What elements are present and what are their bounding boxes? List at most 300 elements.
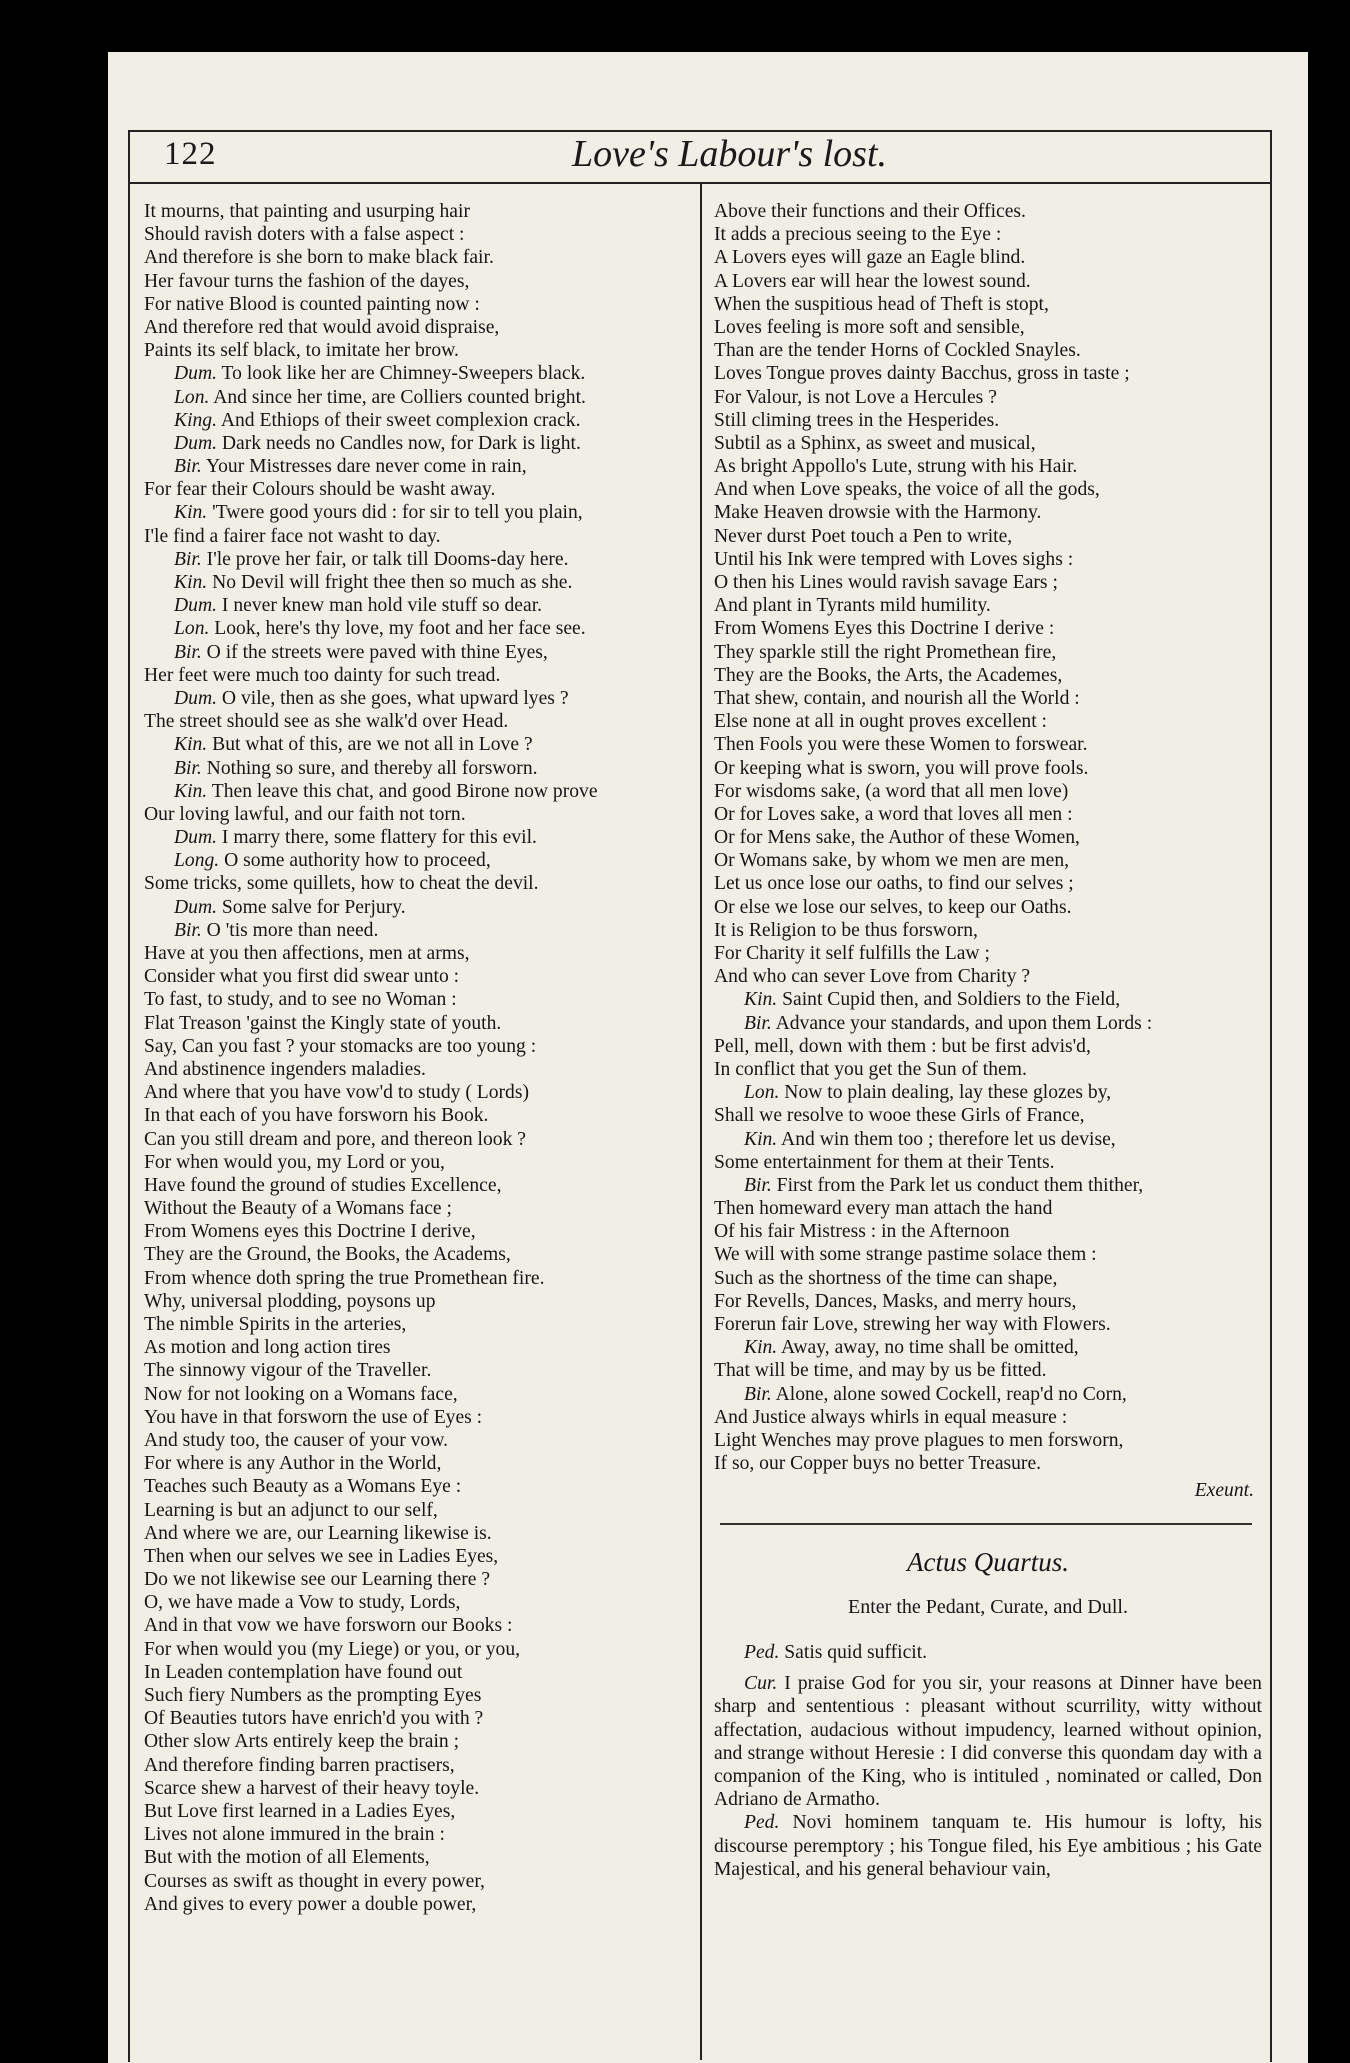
line-text: Why, universal plodding, poysons up xyxy=(144,1290,436,1312)
verse-line xyxy=(714,965,1262,988)
verse-line xyxy=(714,339,1262,362)
line-text: Else none at all in ought proves excellent : xyxy=(714,711,1047,733)
line-text: Paints its self black, to imitate her brow. xyxy=(144,340,459,362)
verse-line xyxy=(144,594,694,617)
line-text: And where that you have vow'd to study ( Lords) xyxy=(144,1082,529,1104)
prose-paragraph xyxy=(714,1641,1262,1664)
line-text: A Lovers eyes will gaze an Eagle blind. xyxy=(714,247,1026,269)
verse-line xyxy=(144,896,694,919)
line-text: Can you still dream and pore, and thereon look ? xyxy=(144,1128,526,1150)
verse-line xyxy=(144,1081,694,1104)
line-text: And since her time, are Colliers counted bright. xyxy=(213,386,586,408)
verse-line xyxy=(144,1823,694,1846)
verse-line xyxy=(714,525,1262,548)
verse-line xyxy=(144,965,694,988)
verse-line xyxy=(144,1058,694,1081)
verse-line xyxy=(714,362,1262,385)
verse-line xyxy=(714,1220,1262,1243)
line-text: Without the Beauty of a Womans face ; xyxy=(144,1198,452,1220)
line-text: O, we have made a Vow to study, Lords, xyxy=(144,1592,461,1614)
verse-line xyxy=(144,1684,694,1707)
line-text: For Revells, Dances, Masks, and merry hours, xyxy=(714,1290,1077,1312)
line-text: The street should see as she walk'd over Head. xyxy=(144,711,509,733)
line-text: And therefore red that would avoid dispraise, xyxy=(144,316,500,338)
verse-line xyxy=(714,1313,1262,1336)
verse-line xyxy=(144,455,694,478)
verse-line xyxy=(144,223,694,246)
line-text: They are the Ground, the Books, the Academs, xyxy=(144,1244,511,1266)
header-rule xyxy=(128,182,1270,184)
speaker-name: King. xyxy=(174,409,218,431)
line-text: To fast, to study, and to see no Woman : xyxy=(144,989,457,1011)
speaker-name: Kin. xyxy=(744,989,778,1011)
verse-line xyxy=(714,548,1262,571)
verse-line xyxy=(144,1661,694,1684)
speaker-name: Lon. xyxy=(174,386,210,408)
line-text: And Ethiops of their sweet complexion crack. xyxy=(220,409,581,431)
line-text: As bright Appollo's Lute, strung with his Hair. xyxy=(714,456,1078,478)
verse-line xyxy=(714,710,1262,733)
line-text: Never durst Poet touch a Pen to write, xyxy=(714,525,1013,547)
speaker-name: Dum. xyxy=(174,363,217,385)
line-text: From Womens eyes this Doctrine I derive, xyxy=(144,1221,476,1243)
verse-line xyxy=(714,409,1262,432)
line-text: Away, away, no time shall be omitted, xyxy=(781,1337,1079,1359)
act-title: Actus Quartus. xyxy=(907,1546,1069,1577)
line-text: Or for Loves sake, a word that loves all men : xyxy=(714,803,1073,825)
line-text: The nimble Spirits in the arteries, xyxy=(144,1314,407,1335)
verse-line xyxy=(144,409,694,432)
verse-line xyxy=(144,942,694,965)
line-text: You have in that forsworn the use of Eyes : xyxy=(144,1406,483,1428)
speaker-name: Bir. xyxy=(174,548,202,570)
speaker-name: Lon. xyxy=(744,1082,780,1104)
verse-line xyxy=(144,200,694,223)
speaker-name: Dum. xyxy=(174,687,217,709)
verse-line xyxy=(144,1035,694,1058)
speaker-name: Bir. xyxy=(174,456,202,478)
line-text: The sinnowy vigour of the Traveller. xyxy=(144,1360,432,1382)
verse-line xyxy=(144,1777,694,1800)
verse-line xyxy=(144,1846,694,1869)
line-text: And abstinence ingenders maladies. xyxy=(144,1058,426,1080)
verse-line xyxy=(144,988,694,1011)
prose-text: Satis quid sufficit. xyxy=(784,1641,928,1663)
line-text: From Womens Eyes this Doctrine I derive : xyxy=(714,618,1055,640)
prose-text: I praise God for you sir, your reasons at Dinner have been sharp and sententious : pleasant without scurrility, witty without affectation, audacious without impudency, learned without opinion, and strange without Heresie : I did converse this quondam day with a companion of the King, who is intituled , nominated or called, Don Adriano de Armatho. xyxy=(714,1673,1262,1811)
line-text: Some tricks, some quillets, how to cheat the devil. xyxy=(144,873,539,895)
line-text: Forerun fair Love, strewing her way with Flowers. xyxy=(714,1314,1111,1335)
line-text: Shall we resolve to wooe these Girls of France, xyxy=(714,1105,1085,1127)
line-text: O then his Lines would ravish savage Ears ; xyxy=(714,572,1058,593)
line-text: Have found the ground of studies Excellence, xyxy=(144,1174,502,1196)
line-text: For fear their Colours should be washt away. xyxy=(144,479,496,501)
line-text: As motion and long action tires xyxy=(144,1337,391,1359)
line-text: Then leave this chat, and good Birone now prove xyxy=(211,780,598,802)
line-text: Now to plain dealing, lay these glozes by, xyxy=(784,1082,1112,1104)
line-text: I marry there, some flattery for this evil. xyxy=(221,827,537,849)
line-text: For where is any Author in the World, xyxy=(144,1453,442,1475)
verse-line xyxy=(714,1429,1262,1452)
speaker-name: Long. xyxy=(174,850,220,872)
verse-line xyxy=(714,896,1262,919)
line-text: And who can sever Love from Charity ? xyxy=(714,966,1031,988)
line-text: Scarce shew a harvest of their heavy toyle. xyxy=(144,1777,480,1799)
book-page xyxy=(108,52,1308,2063)
verse-line xyxy=(714,455,1262,478)
line-text: Make Heaven drowsie with the Harmony. xyxy=(714,502,1042,524)
verse-line xyxy=(714,1151,1262,1174)
verse-line xyxy=(144,641,694,664)
verse-line xyxy=(144,1104,694,1127)
line-text: And where we are, our Learning likewise is. xyxy=(144,1522,492,1544)
exeunt: Exeunt. xyxy=(1194,1480,1254,1502)
verse-line xyxy=(144,687,694,710)
line-text: Of Beauties tutors have enrich'd you with ? xyxy=(144,1708,484,1730)
line-text: Look, here's thy love, my foot and her face see. xyxy=(214,618,586,640)
verse-line xyxy=(714,1267,1262,1290)
verse-line xyxy=(714,780,1262,803)
verse-line xyxy=(714,1197,1262,1220)
line-text: For wisdoms sake, (a word that all men love) xyxy=(714,780,1069,802)
prose-text: Novi hominem tanquam te. His humour is lofty, his discourse peremptory ; his Tongue filed, his Eye ambitious ; his Gate Majestical, and his general behaviour vain, xyxy=(714,1812,1262,1880)
verse-line xyxy=(144,478,694,501)
verse-line xyxy=(144,780,694,803)
verse-line xyxy=(714,293,1262,316)
line-text: We will with some strange pastime solace them : xyxy=(714,1244,1097,1266)
verse-line xyxy=(144,246,694,269)
line-text: Pell, mell, down with them : but be first advis'd, xyxy=(714,1035,1091,1057)
verse-line xyxy=(714,1081,1262,1104)
line-text: Until his Ink were tempred with Loves sighs : xyxy=(714,548,1074,570)
verse-line xyxy=(144,1452,694,1475)
verse-line xyxy=(714,849,1262,872)
line-text: But with the motion of all Elements, xyxy=(144,1847,430,1869)
line-text: For when would you (my Liege) or you, or you, xyxy=(144,1638,521,1660)
line-text: And study too, the causer of your vow. xyxy=(144,1429,449,1451)
line-text: Or for Mens sake, the Author of these Women, xyxy=(714,827,1080,849)
verse-line xyxy=(144,1336,694,1359)
line-text: Loves Tongue proves dainty Bacchus, gross in taste ; xyxy=(714,363,1130,385)
speaker-name: Kin. xyxy=(174,572,208,593)
prose-paragraph xyxy=(714,1672,1262,1811)
line-text: Should ravish doters with a false aspect : xyxy=(144,224,465,246)
speaker-name: Bir. xyxy=(174,641,202,663)
line-text: Dark needs no Candles now, for Dark is light. xyxy=(221,432,581,454)
verse-line xyxy=(144,1383,694,1406)
verse-line xyxy=(714,200,1262,223)
speaker-name: Dum. xyxy=(174,827,217,849)
verse-line xyxy=(144,1243,694,1266)
line-text: For when would you, my Lord or you, xyxy=(144,1151,445,1173)
line-text: Light Wenches may prove plagues to men forsworn, xyxy=(714,1429,1124,1451)
verse-line xyxy=(144,1893,694,1916)
verse-line xyxy=(144,525,694,548)
verse-line xyxy=(144,1267,694,1290)
verse-line xyxy=(714,1104,1262,1127)
line-text: They are the Books, the Arts, the Academes, xyxy=(714,664,1063,686)
line-text: A Lovers ear will hear the lowest sound. xyxy=(714,270,1031,292)
line-text: Subtil as a Sphinx, as sweet and musical, xyxy=(714,432,1036,454)
speaker-name: Bir. xyxy=(744,1174,772,1196)
verse-line xyxy=(714,757,1262,780)
speaker-name: Ped. xyxy=(744,1641,780,1663)
line-text: For Valour, is not Love a Hercules ? xyxy=(714,386,997,408)
verse-line xyxy=(714,594,1262,617)
line-text: Or keeping what is sworn, you will prove fools. xyxy=(714,757,1089,779)
line-text: Then homeward every man attach the hand xyxy=(714,1198,1053,1220)
verse-line xyxy=(714,1452,1262,1475)
line-text: And Justice always whirls in equal measure : xyxy=(714,1406,1068,1428)
verse-line xyxy=(144,664,694,687)
speaker-name: Kin. xyxy=(744,1128,778,1150)
prose-dialogue xyxy=(714,1641,1262,1881)
verse-line xyxy=(144,1197,694,1220)
page-number: 122 xyxy=(164,136,217,172)
verse-line xyxy=(714,432,1262,455)
paragraph-gap xyxy=(714,1664,1262,1672)
verse-line xyxy=(144,1730,694,1753)
line-text: O vile, then as she goes, what upward lyes ? xyxy=(221,687,569,709)
line-text: Still climing trees in the Hesperides. xyxy=(714,409,1000,431)
line-text: I never knew man hold vile stuff so dear. xyxy=(221,595,543,617)
verse-line xyxy=(144,432,694,455)
speaker-name: Dum. xyxy=(174,595,217,617)
line-text: And win them too ; therefore let us devise, xyxy=(781,1128,1116,1150)
right-column xyxy=(714,200,1262,1881)
line-text: Advance your standards, and upon them Lords : xyxy=(775,1012,1153,1034)
verse-line xyxy=(144,501,694,524)
line-text: Have at you then affections, men at arms, xyxy=(144,943,470,964)
line-text: Lives not alone immured in the brain : xyxy=(144,1824,445,1846)
line-text: But Love first learned in a Ladies Eyes, xyxy=(144,1800,456,1822)
verse-line xyxy=(144,1800,694,1823)
verse-line xyxy=(714,1336,1262,1359)
verse-line xyxy=(144,849,694,872)
line-text: Then Fools you were these Women to forswear. xyxy=(714,734,1088,756)
verse-line xyxy=(714,386,1262,409)
speaker-name: Bir. xyxy=(174,919,202,941)
verse-line xyxy=(144,1174,694,1197)
speaker-name: Bir. xyxy=(744,1383,772,1405)
speaker-name: Cur. xyxy=(744,1673,778,1695)
verse-line xyxy=(714,664,1262,687)
verse-line xyxy=(144,872,694,895)
line-text: In conflict that you get the Sun of them. xyxy=(714,1058,1027,1080)
verse-line xyxy=(714,687,1262,710)
verse-line xyxy=(714,501,1262,524)
verse-line xyxy=(144,617,694,640)
verse-line xyxy=(144,1707,694,1730)
speaker-name: Dum. xyxy=(174,432,217,454)
verse-line xyxy=(714,1359,1262,1382)
act-rule xyxy=(720,1523,1252,1525)
line-text: Than are the tender Horns of Cockled Snayles. xyxy=(714,340,1081,362)
line-text: No Devil will fright thee then so much as she. xyxy=(212,572,573,593)
verse-line xyxy=(714,246,1262,269)
speaker-name: Kin. xyxy=(174,502,208,524)
verse-line xyxy=(714,270,1262,293)
verse-line xyxy=(714,1128,1262,1151)
verse-line xyxy=(144,803,694,826)
verse-line xyxy=(144,362,694,385)
verse-line xyxy=(714,919,1262,942)
speaker-name: Lon. xyxy=(174,618,210,640)
line-text: Say, Can you fast ? your stomacks are too young : xyxy=(144,1035,537,1057)
line-text: Learning is but an adjunct to our self, xyxy=(144,1499,438,1521)
verse-line xyxy=(714,803,1262,826)
line-text: To look like her are Chimney-Sweepers black. xyxy=(221,363,586,385)
line-text: It mourns, that painting and usurping hair xyxy=(144,201,470,222)
verse-line xyxy=(714,1383,1262,1406)
line-text: Our loving lawful, and our faith not torn. xyxy=(144,803,466,825)
speaker-name: Kin. xyxy=(174,734,208,756)
line-text: In Leaden contemplation have found out xyxy=(144,1661,463,1683)
line-text: It is Religion to be thus forsworn, xyxy=(714,919,978,941)
verse-line xyxy=(144,1870,694,1893)
line-text: Saint Cupid then, and Soldiers to the Field, xyxy=(782,989,1121,1011)
running-title: Love's Labour's lost. xyxy=(572,133,888,175)
verse-line xyxy=(714,641,1262,664)
verse-line xyxy=(144,1128,694,1151)
line-text: O 'tis more than need. xyxy=(206,919,379,941)
line-text: And therefore finding barren practisers, xyxy=(144,1754,455,1776)
verse-line xyxy=(144,316,694,339)
line-text: I'le prove her fair, or talk till Dooms-day here. xyxy=(206,548,569,570)
verse-line xyxy=(714,1406,1262,1429)
line-text: Such fiery Numbers as the prompting Eyes xyxy=(144,1685,482,1706)
line-text: But what of this, are we not all in Love ? xyxy=(212,734,533,756)
line-text: From whence doth spring the true Promethean fire. xyxy=(144,1267,545,1289)
verse-line xyxy=(144,1151,694,1174)
verse-line xyxy=(144,919,694,942)
verse-line xyxy=(714,1012,1262,1035)
verse-line xyxy=(144,1220,694,1243)
speaker-name: Ped. xyxy=(744,1812,780,1834)
speaker-name: Bir. xyxy=(174,757,202,779)
line-text: Courses as swift as thought in every power, xyxy=(144,1870,485,1892)
verse-line xyxy=(144,733,694,756)
line-text: Consider what you first did swear unto : xyxy=(144,966,460,988)
line-text: Alone, alone sowed Cockell, reap'd no Corn, xyxy=(775,1383,1127,1405)
verse-line xyxy=(714,617,1262,640)
speaker-name: Dum. xyxy=(174,896,217,918)
line-text: Above their functions and their Offices. xyxy=(714,201,1026,222)
verse-line xyxy=(144,1568,694,1591)
line-text: That will be time, and may by us be fitted. xyxy=(714,1360,1047,1382)
line-text: For Charity it self fulfills the Law ; xyxy=(714,943,990,964)
verse-line xyxy=(144,1406,694,1429)
verse-line xyxy=(144,1012,694,1035)
line-text: Or Womans sake, by whom we men are men, xyxy=(714,850,1070,872)
verse-line xyxy=(714,1058,1262,1081)
speaker-name: Bir. xyxy=(744,1012,772,1034)
verse-line xyxy=(144,548,694,571)
verse-line xyxy=(144,571,694,594)
verse-line xyxy=(144,1313,694,1336)
verse-line xyxy=(714,1290,1262,1313)
line-text: Or else we lose our selves, to keep our Oaths. xyxy=(714,896,1072,918)
verse-line xyxy=(144,270,694,293)
line-text: Flat Treason 'gainst the Kingly state of youth. xyxy=(144,1012,502,1034)
verse-line xyxy=(714,478,1262,501)
right-column-verse xyxy=(714,200,1262,1475)
verse-line xyxy=(144,1591,694,1614)
line-text: Some salve for Perjury. xyxy=(221,896,406,918)
verse-line xyxy=(144,1522,694,1545)
line-text: Her favour turns the fashion of the dayes, xyxy=(144,270,470,292)
verse-line xyxy=(714,733,1262,756)
line-text: That shew, contain, and nourish all the World : xyxy=(714,687,1080,709)
verse-line xyxy=(144,339,694,362)
verse-line xyxy=(144,1359,694,1382)
line-text: In that each of you have forsworn his Book. xyxy=(144,1105,489,1127)
line-text: And therefore is she born to make black fair. xyxy=(144,247,494,269)
line-text: Some entertainment for them at their Tents. xyxy=(714,1151,1055,1173)
verse-line xyxy=(714,316,1262,339)
verse-line xyxy=(714,571,1262,594)
line-text: And when Love speaks, the voice of all the gods, xyxy=(714,479,1100,501)
line-text: And gives to every power a double power, xyxy=(144,1893,477,1915)
verse-line xyxy=(144,710,694,733)
line-text: Now for not looking on a Womans face, xyxy=(144,1383,458,1405)
verse-line xyxy=(144,293,694,316)
verse-line xyxy=(714,1035,1262,1058)
line-text: Other slow Arts entirely keep the brain ; xyxy=(144,1731,460,1753)
verse-line xyxy=(144,1614,694,1637)
speaker-name: Kin. xyxy=(744,1337,778,1359)
verse-line xyxy=(714,988,1262,1011)
line-text: Your Mistresses dare never come in rain, xyxy=(205,456,527,478)
verse-line xyxy=(144,386,694,409)
verse-line xyxy=(144,1290,694,1313)
line-text: It adds a precious seeing to the Eye : xyxy=(714,224,1002,246)
verse-line xyxy=(144,757,694,780)
line-text: And in that vow we have forsworn our Books : xyxy=(144,1615,513,1637)
verse-line xyxy=(714,942,1262,965)
column-divider xyxy=(700,184,702,2060)
line-text: First from the Park let us conduct them thither, xyxy=(776,1174,1144,1196)
speaker-name: Kin. xyxy=(174,780,208,802)
verse-line xyxy=(714,223,1262,246)
line-text: Her feet were much too dainty for such tread. xyxy=(144,664,501,686)
line-text: Let us once lose our oaths, to find our selves ; xyxy=(714,873,1074,895)
verse-line xyxy=(144,1638,694,1661)
prose-paragraph xyxy=(714,1811,1262,1881)
verse-line xyxy=(144,1475,694,1498)
line-text: O if the streets were paved with thine Eyes, xyxy=(206,641,548,663)
line-text: When the suspitious head of Theft is stopt, xyxy=(714,293,1049,315)
line-text: Of his fair Mistress : in the Afternoon xyxy=(714,1221,1010,1243)
stage-direction: Enter the Pedant, Curate, and Dull. xyxy=(848,1595,1128,1618)
line-text: Do we not likewise see our Learning there ? xyxy=(144,1569,491,1591)
verse-line xyxy=(144,1429,694,1452)
line-text: Teaches such Beauty as a Womans Eye : xyxy=(144,1476,462,1498)
line-text: They sparkle still the right Promethean fire, xyxy=(714,641,1057,663)
line-text: Nothing so sure, and thereby all forsworn. xyxy=(206,757,538,779)
left-column xyxy=(144,200,694,1916)
line-text: O some authority how to proceed, xyxy=(224,850,491,872)
line-text: If so, our Copper buys no better Treasure. xyxy=(714,1453,1042,1475)
line-text: Such as the shortness of the time can shape, xyxy=(714,1267,1058,1289)
line-text: Then when our selves we see in Ladies Eyes, xyxy=(144,1545,499,1567)
line-text: And plant in Tyrants mild humility. xyxy=(714,595,991,617)
verse-line xyxy=(144,1754,694,1777)
line-text: 'Twere good yours did : for sir to tell you plain, xyxy=(212,502,583,524)
verse-line xyxy=(714,872,1262,895)
line-text: Loves feeling is more soft and sensible, xyxy=(714,316,1025,338)
verse-line xyxy=(144,1499,694,1522)
